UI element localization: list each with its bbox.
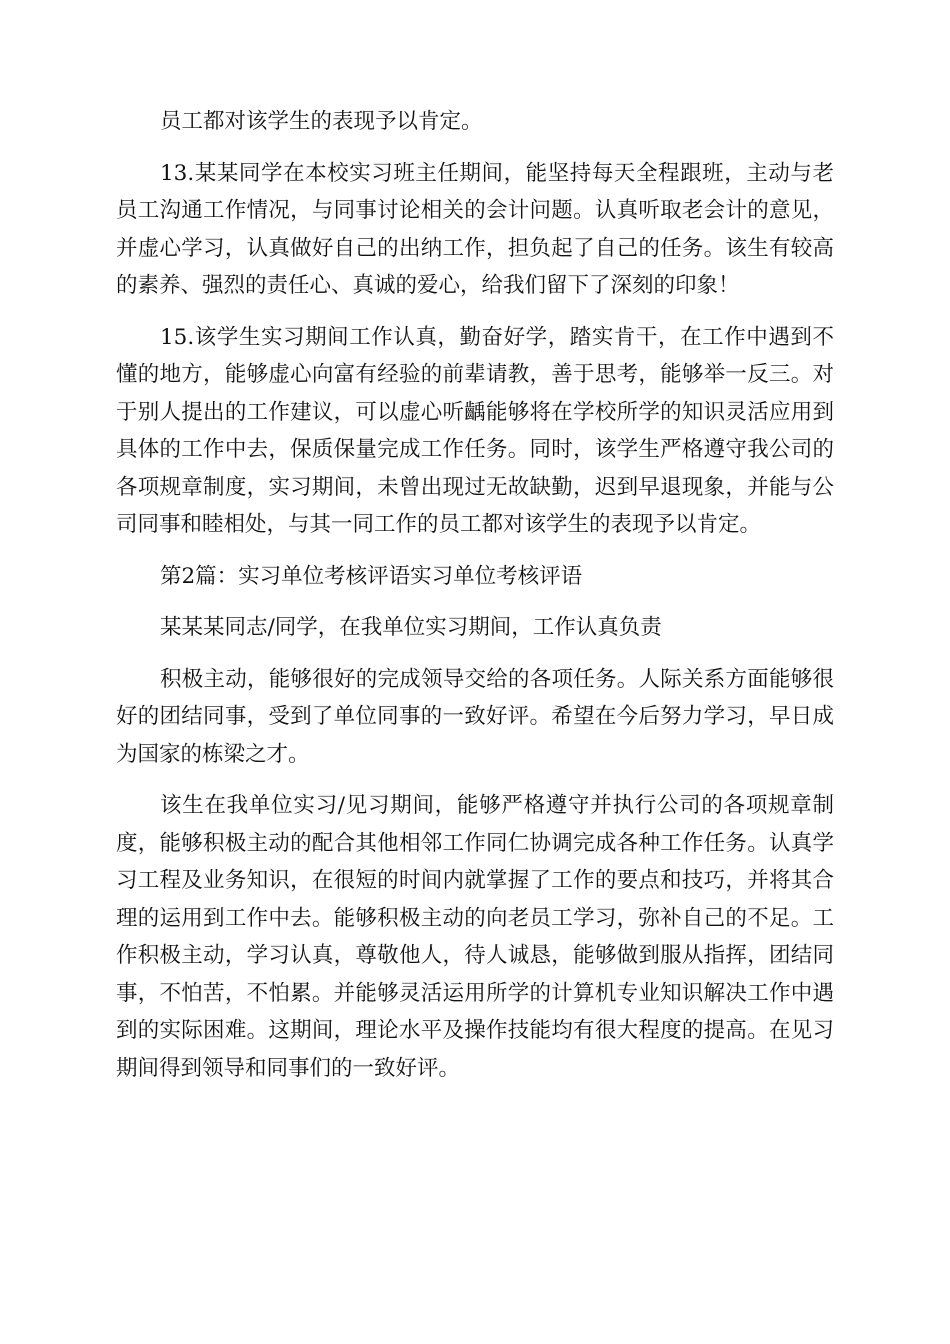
- paragraph-intro: 某某某同志/同学，在我单位实习期间，工作认真负责: [160, 615, 662, 640]
- section-heading: 第2篇：实习单位考核评语实习单位考核评语: [160, 563, 583, 589]
- paragraph-continuation: 员工都对该学生的表现予以肯定。: [160, 109, 483, 134]
- document-body: [116, 103, 834, 1087]
- paragraph-internship-review: 该生在我单位实习/见习期间，能够严格遵守并执行公司的各项规章制度，能够积极主动的配合其他相邻工作同仁协调完成各种工作任务。认真学习工程及业务知识，在很短的时间内就掌握了工作的要点和技巧，并将其合理的运用到工作中去。能够积极主动的向老员工学习，弥补自己的不足。工作积极主动，学习认真，尊敬他人，待人诚恳，能够做到服从指挥，团结同事，不怕苦，不怕累。并能够灵活运用所学的计算机专业知识解决工作中遇到的实际困难。这期间，理论水平及操作技能均有很大程度的提高。在见习期间得到领导和同事们的一致好评。: [116, 793, 834, 1081]
- paragraph-positive: 积极主动，能够很好的完成领导交给的各项任务。人际关系方面能够很好的团结同事，受到了单位同事的一致好评。希望在今后努力学习，早日成为国家的栋梁之才。: [116, 666, 834, 767]
- paragraph-evaluation-15: 15.该学生实习期间工作认真，勤奋好学，踏实肯干，在工作中遇到不懂的地方，能够虚心向富有经验的前辈请教，善于思考，能够举一反三。对于别人提出的工作建议，可以虚心听齲能够将在学校所学的知识灵活应用到具体的工作中去，保质保量完成工作任务。同时，该学生严格遵守我公司的各项规章制度，实习期间，未曾出现过无故缺勤，迟到早退现象，并能与公司同事和睦相处，与其一同工作的员工都对该学生的表现予以肯定。: [116, 324, 834, 537]
- paragraph-evaluation-13: 13.某某同学在本校实习班主任期间，能坚持每天全程跟班，主动与老员工沟通工作情况，与同事讨论相关的会计问题。认真听取老会计的意见，并虚心学习，认真做好自己的出纳工作，担负起了自己的任务。该生有较高的素养、强烈的责任心、真诚的爱心，给我们留下了深刻的印象！: [116, 160, 834, 298]
